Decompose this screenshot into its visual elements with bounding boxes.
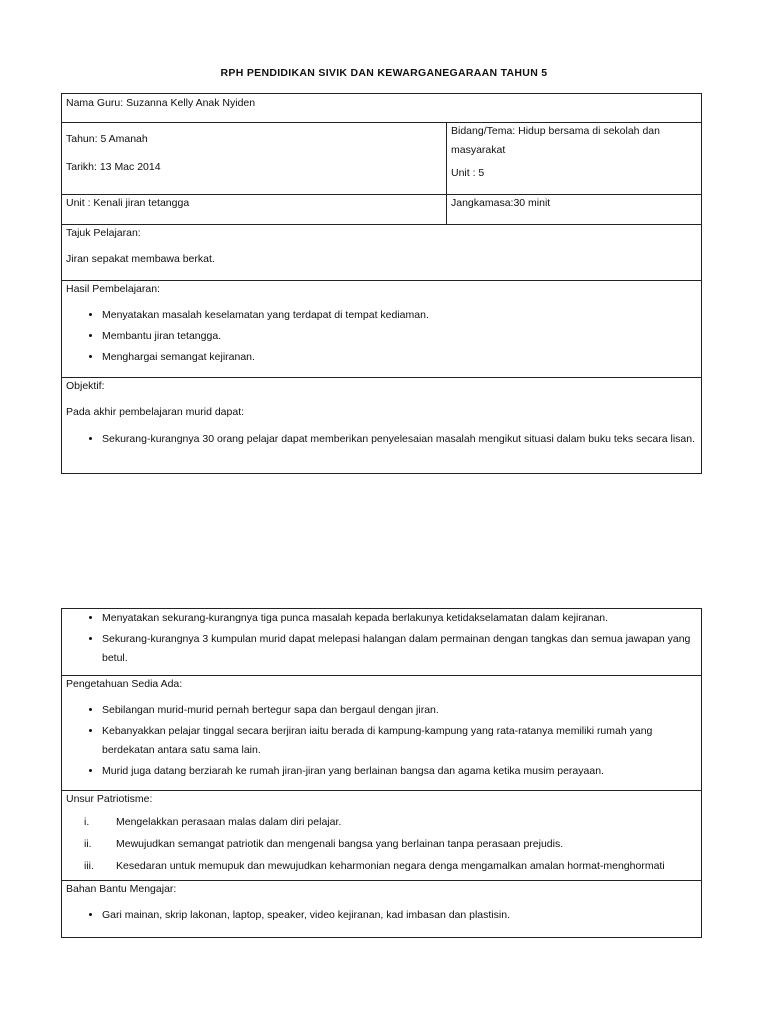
bidang-tema: Bidang/Tema: Hidup bersama di sekolah dan masyarakat: [451, 125, 660, 156]
list-item: • Menyatakan masalah keselamatan yang terdapat di tempat kediaman.: [102, 306, 697, 325]
jangkamasa-cell: [447, 195, 702, 225]
bidang-tema-cell: [447, 123, 702, 195]
list-item: • Menyatakan sekurang-kurangnya tiga punca masalah kepada berlakunya ketidakselamatan dalam kejiranan.: [102, 609, 697, 628]
nama-guru-cell: [62, 94, 702, 123]
list-item: • Gari mainan, skrip lakonan, laptop, speaker, video kejiranan, kad imbasan dan plastisin.: [102, 906, 697, 925]
list-text: Kesedaran untuk memupuk dan mewujudkan keharmonian negara denga mengamalkan amalan hormat-menghormati: [116, 860, 665, 872]
list-item: [66, 837, 697, 851]
list-item: • Sebilangan murid-murid pernah bertegur sapa dan bergaul dengan jiran.: [102, 701, 697, 720]
hasil-list: [66, 306, 697, 367]
list-item: • Menghargai semangat kejiranan.: [102, 348, 697, 367]
tajuk-label: Tajuk Pelajaran:: [66, 227, 141, 239]
objektif-section: [62, 378, 702, 474]
bahan-list: [66, 906, 697, 925]
unsur-patriotisme-section: [62, 791, 702, 881]
unit: Unit : Kenali jiran tetangga: [66, 197, 190, 209]
pengetahuan-list: [66, 701, 697, 781]
hasil-pembelajaran-section: [62, 281, 702, 378]
bahan-bantu-mengajar-section: [62, 881, 702, 938]
list-number: iii.: [84, 860, 94, 872]
document-title: RPH PENDIDIKAN SIVIK DAN KEWARGANEGARAAN TAHUN 5: [220, 67, 548, 79]
objektif-intro: Pada akhir pembelajaran murid dapat:: [66, 406, 245, 418]
pengetahuan-label: Pengetahuan Sedia Ada:: [66, 678, 183, 690]
list-item: • Sekurang-kurangnya 30 orang pelajar dapat memberikan penyelesaian masalah mengikut situasi dalam buku teks secara lisan.: [102, 429, 697, 449]
list-item: • Murid juga datang berziarah ke rumah jiran-jiran yang berlainan bangsa dan agama ketika musim perayaan.: [102, 762, 697, 781]
unit-number: Unit : 5: [451, 167, 485, 179]
lesson-plan-table-page-2: [61, 608, 702, 938]
bahan-label: Bahan Bantu Mengajar:: [66, 883, 177, 895]
list-item: • Sekurang-kurangnya 3 kumpulan murid dapat melepasi halangan dalam permainan dengan tangkas dan semua jawapan yang betul.: [102, 630, 697, 668]
list-item: [66, 859, 697, 873]
list-number: ii.: [84, 838, 92, 850]
list-item: • Kebanyakkan pelajar tinggal secara berjiran iaitu berada di kampung-kampung yang rata-ratanya memiliki rumah yang berdekatan antara satu sama lain.: [102, 722, 697, 760]
patriotisme-label: Unsur Patriotisme:: [66, 793, 153, 805]
tarikh: Tarikh: 13 Mac 2014: [66, 161, 161, 173]
list-text: Mewujudkan semangat patriotik dan mengenali bangsa yang berlainan tanpa perasaan prejudis.: [116, 838, 564, 850]
pengetahuan-sedia-ada-section: [62, 676, 702, 791]
list-number: i.: [84, 816, 90, 828]
tajuk-text: Jiran sepakat membawa berkat.: [66, 253, 215, 265]
objektif-label: Objektif:: [66, 380, 105, 392]
list-item: [66, 815, 697, 829]
list-item: • Membantu jiran tetangga.: [102, 327, 697, 346]
objektif-list: [66, 429, 697, 449]
tahun-tarikh-cell: [62, 123, 447, 195]
patriotisme-list: [66, 815, 697, 873]
hasil-label: Hasil Pembelajaran:: [66, 283, 160, 295]
jangkamasa: Jangkamasa:30 minit: [451, 197, 551, 209]
tahun: Tahun: 5 Amanah: [66, 133, 148, 145]
unit-cell: [62, 195, 447, 225]
tajuk-pelajaran-section: [62, 225, 702, 281]
objektif-cont-list: [66, 609, 697, 668]
list-text: Mengelakkan perasaan malas dalam diri pelajar.: [116, 816, 342, 828]
lesson-plan-table-page-1: [61, 93, 702, 474]
objektif-continued-section: [62, 609, 702, 676]
nama-guru: Nama Guru: Suzanna Kelly Anak Nyiden: [66, 97, 256, 109]
